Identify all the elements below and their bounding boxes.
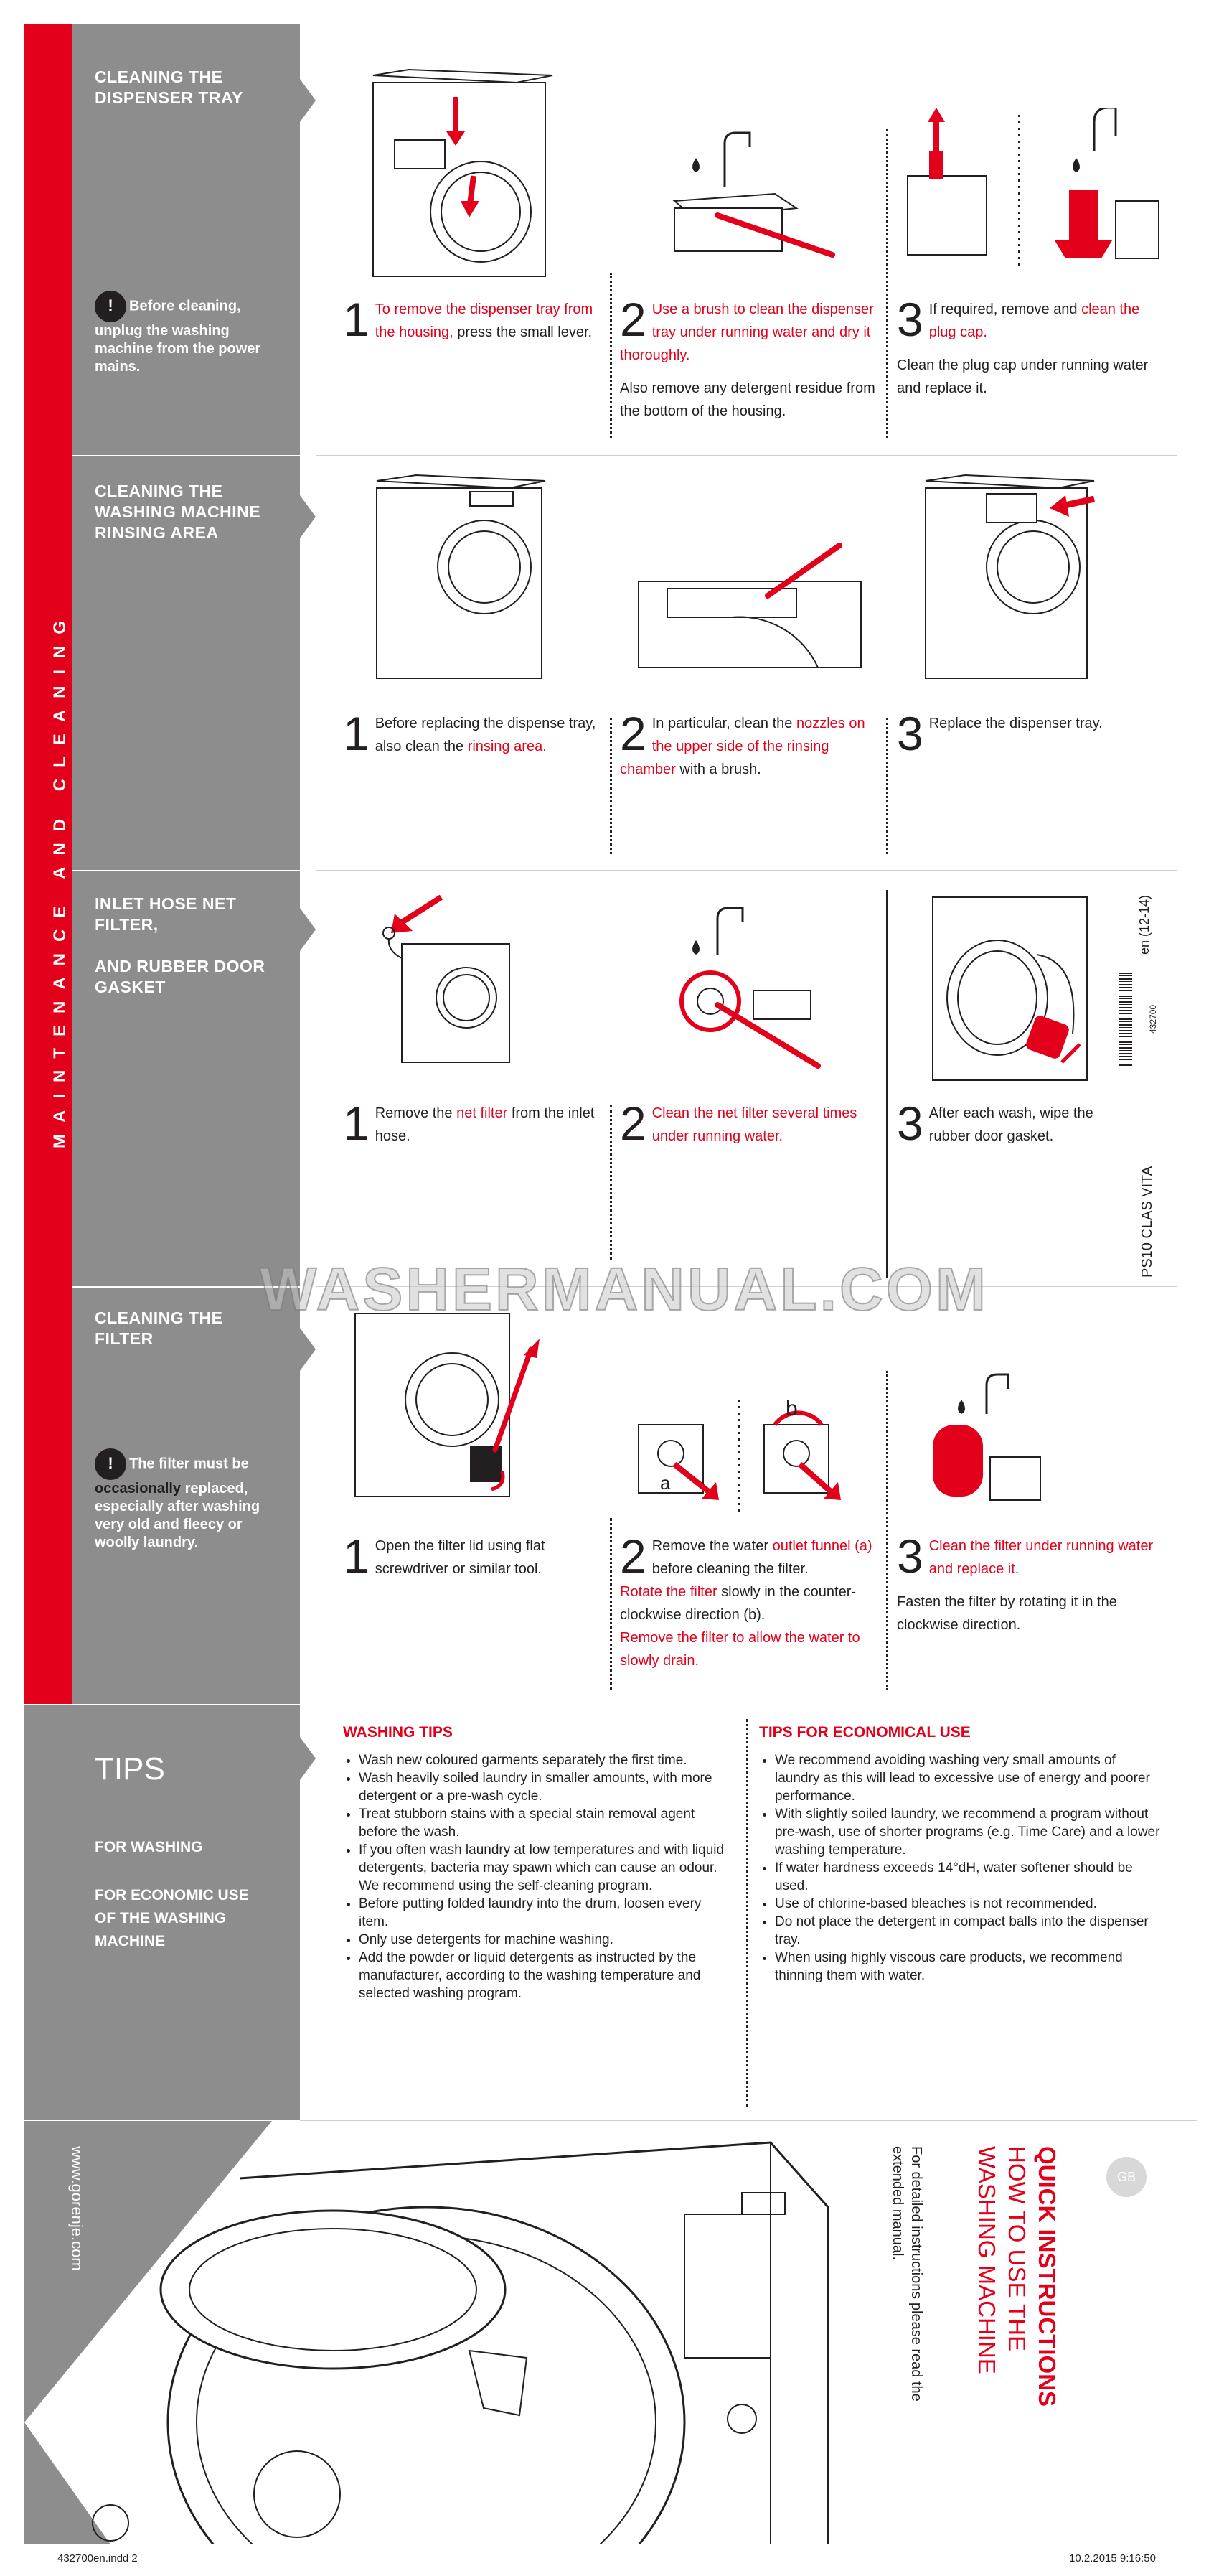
- step-rinsing-1: 1 Before replacing the dispense tray, also clean the rinsing area.: [343, 707, 596, 760]
- dotted-divider: [746, 1719, 748, 2107]
- economical-tips-title: TIPS FOR ECONOMICAL USE: [759, 1724, 971, 1741]
- model-code: PS10 CLAS VITA: [1139, 1166, 1155, 1278]
- list-item: • If you often wash laundry at low temperatures and with liquid detergents, bacteria may spawn which can cause an odour. We recommend using the self-cleaning program.: [359, 1841, 734, 1895]
- illustration-brush-tray: [667, 129, 839, 266]
- list-item: • Before putting folded laundry into the drum, loosen every item.: [359, 1895, 734, 1931]
- dotted-divider: [886, 1371, 888, 1690]
- language-code: en (12-14): [1137, 894, 1152, 955]
- list-item: • Treat stubborn stains with a special stain removal agent before the wash.: [359, 1805, 734, 1841]
- list-item: • Do not place the detergent in compact balls into the dispenser tray.: [775, 1913, 1161, 1949]
- washing-tips-title: WASHING TIPS: [343, 1724, 453, 1741]
- warning-icon: !: [95, 291, 126, 322]
- language-badge: GB: [1106, 2157, 1147, 2197]
- cover-title: QUICK INSTRUCTIONS: [1034, 2146, 1060, 2407]
- dotted-divider: [886, 129, 888, 438]
- footer-file: 432700en.indd 2: [57, 2552, 138, 2565]
- illustration-plug-cap: [900, 108, 1173, 273]
- step-filter-2: 2 Remove the water outlet funnel (a) before cleaning the filter. Rotate the filter slowly in the counter-clockwise direction (b). Remove the filter to allow the water to slowly drain.: [620, 1530, 872, 1669]
- illustration-rinsing-brush: [631, 538, 875, 675]
- divider: [316, 455, 1177, 456]
- step-inlet-3: 3 After each wash, wipe the rubber door gasket.: [897, 1097, 1093, 1150]
- tips-sub-economic: FOR ECONOMIC USE OF THE WASHING MACHINE: [95, 1887, 249, 1949]
- section-title-rinsing: CLEANING THE WASHING MACHINE RINSING AREA: [95, 482, 261, 542]
- list-item: • Use of chlorine-based bleaches is not recommended.: [775, 1895, 1161, 1913]
- step-rinsing-2: 2 In particular, clean the nozzles on the upper side of the rinsing chamber with a brush.: [620, 707, 865, 777]
- step-filter-1: 1 Open the filter lid using flat screwdriver or similar tool.: [343, 1530, 545, 1583]
- step-inlet-1: 1 Remove the net filter from the inlet hose.: [343, 1097, 595, 1150]
- tips-title: TIPS: [95, 1751, 165, 1786]
- section-title-dispenser: CLEANING THE DISPENSER TRAY: [95, 67, 243, 107]
- step-dispenser-3: 3 If required, remove and clean the plug cap. Clean the plug cap under running water and replace it.: [897, 293, 1149, 396]
- section-title-inlet: INLET HOSE NET FILTER, AND RUBBER DOOR GASKET: [95, 894, 265, 996]
- label-a: a: [660, 1472, 671, 1494]
- step-inlet-2: 2 Clean the net filter several times under running water.: [620, 1097, 857, 1150]
- watermark: WASHERMANUAL.COM: [260, 1255, 989, 1323]
- website-link[interactable]: www.gorenje.com: [68, 2146, 86, 2271]
- dotted-divider: [610, 718, 612, 854]
- illustration-outlet-funnel: [631, 1392, 861, 1522]
- solid-divider: [886, 890, 888, 1278]
- list-item: • We recommend avoiding washing very small amounts of laundry as this will lead to excessive use of energy and poorer performance.: [775, 1751, 1161, 1805]
- warning-filter: ! The filter must be occasionally replaced, especially after washing very old and fleecy or woolly laundry.: [95, 1448, 288, 1552]
- footer-date: 10.2.2015 9:16:50: [1069, 2552, 1156, 2565]
- cover-note-2: extended manual.: [890, 2146, 905, 2261]
- divider: [316, 870, 1177, 871]
- dotted-divider: [610, 1518, 612, 1690]
- dotted-divider: [886, 718, 888, 854]
- warning-dispenser: ! Before cleaning, unplug the washing machine from the power mains.: [95, 291, 274, 376]
- cover-subtitle-2: WASHING MACHINE: [974, 2146, 1000, 2374]
- label-b: b: [786, 1397, 798, 1420]
- list-item: • Only use detergents for machine washing.: [359, 1931, 734, 1949]
- list-item: • When using highly viscous care products, we recommend thinning them with water.: [775, 1949, 1161, 1985]
- illustration-replace-tray: [922, 474, 1109, 682]
- warning-icon: !: [95, 1448, 126, 1480]
- list-item: • If water hardness exceeds 14°dH, water softener should be used.: [775, 1859, 1161, 1895]
- list-item: • Add the powder or liquid detergents as instructed by the manufacturer, according to the washing temperature and selected washing program.: [359, 1949, 734, 2003]
- illustration-net-filter: [660, 904, 832, 1069]
- side-label: MAINTENANCE AND CLEANING: [50, 609, 70, 1148]
- economical-tips: [759, 1724, 1161, 1985]
- tips-sub-washing: FOR WASHING: [95, 1839, 203, 1855]
- illustration-filter-rinse: [922, 1371, 1051, 1514]
- list-item: • Wash heavily soiled laundry in smaller amounts, with more detergent or a pre-wash cycle.: [359, 1769, 734, 1805]
- illustration-door-gasket: [929, 890, 1101, 1084]
- illustration-filter-lid: [352, 1306, 545, 1500]
- barcode: [1119, 973, 1132, 1066]
- illustration-inlet-hose: [373, 894, 517, 1066]
- list-item: • Wash new coloured garments separately the first time.: [359, 1751, 734, 1769]
- cover-note-1: For detailed instructions please read the: [908, 2146, 924, 2402]
- dotted-divider: [610, 1105, 612, 1260]
- illustration-machine-dispenser: [366, 68, 560, 284]
- step-dispenser-1: 1 To remove the dispenser tray from the housing, press the small lever.: [343, 293, 593, 346]
- barcode-number: 432700: [1148, 1004, 1158, 1034]
- list-item: • With slightly soiled laundry, we recommend a program without pre-wash, use of shorter programs (e.g. Time Care) and a lower washing temperature.: [775, 1805, 1161, 1859]
- step-rinsing-3: 3 Replace the dispenser tray.: [897, 707, 1103, 760]
- section-title-filter: CLEANING THE FILTER: [95, 1308, 223, 1348]
- illustration-machine-rinsing: [373, 474, 552, 682]
- cover-subtitle-1: HOW TO USE THE: [1004, 2146, 1030, 2352]
- step-filter-3: 3 Clean the filter under running water and replace it. Fasten the filter by rotating it in the clockwise direction.: [897, 1530, 1154, 1633]
- washing-tips: [343, 1724, 734, 2003]
- dotted-divider: [610, 273, 612, 438]
- step-dispenser-2: 2 Use a brush to clean the dispenser tray under running water and dry it thoroughly. Also remove any detergent residue from the bottom of the housing.: [620, 293, 875, 419]
